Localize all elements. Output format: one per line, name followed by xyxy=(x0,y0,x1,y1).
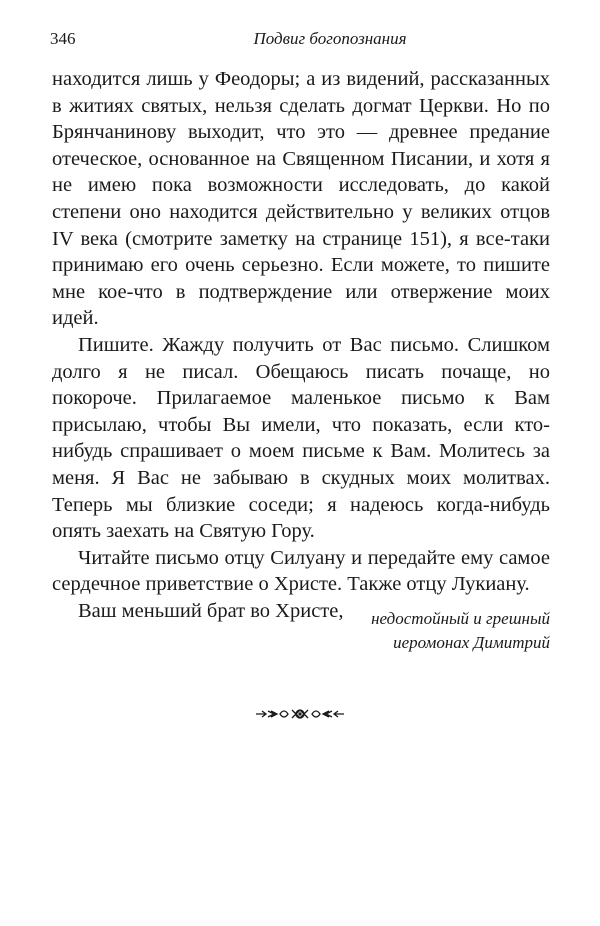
paragraph-continued: находится лишь у Феодоры; а из видений, рассказанных в житиях святых, нельзя сделать догмат Церкви. Но по Брянчанинову выходит, что это — древнее предание отеческое, основанное на Священном Писании, и хотя я не имею пока возможности исследовать, до какой степени оно находится действительно у великих отцов IV века (смотрите заметку на странице 151), я все-таки принимаю его очень серьезно. Если можете, то пишите мне кое-что в подтверждение или отвержение моих идей. xyxy=(52,68,550,330)
page-number: 346 xyxy=(50,29,76,48)
signature-line-1: недостойный и грешный xyxy=(371,609,550,628)
signature-line-2: иеромонах Димитрий xyxy=(393,633,550,652)
running-head xyxy=(50,29,550,53)
signature-block xyxy=(371,607,550,655)
running-title: Подвиг богопознания xyxy=(253,29,407,48)
ornament-svg xyxy=(254,706,346,722)
paragraph-read-letter: Читайте письмо отцу Силуану и передайте ему самое сердечное приветствие о Христе. Также отцу Лукиану. xyxy=(52,546,550,596)
ornament-divider-icon xyxy=(0,706,600,727)
letter-body xyxy=(52,66,550,624)
paragraph-write: Пишите. Жажду получить от Вас письмо. Слишком долго я не писал. Обещаюсь писать почаще, но покороче. Прилагаемое маленькое письмо к Вам присылаю, чтобы Вы имели, что показать, если кто-нибудь спрашивает о моем письме к Вам. Молитесь за меня. Я Вас не забываю в скудных моих молитвах. Теперь мы близкие соседи; я надеюсь когда-нибудь опять заехать на Святую Гору. xyxy=(52,333,550,543)
closing-line: Ваш меньший брат во Христе, xyxy=(78,599,344,622)
